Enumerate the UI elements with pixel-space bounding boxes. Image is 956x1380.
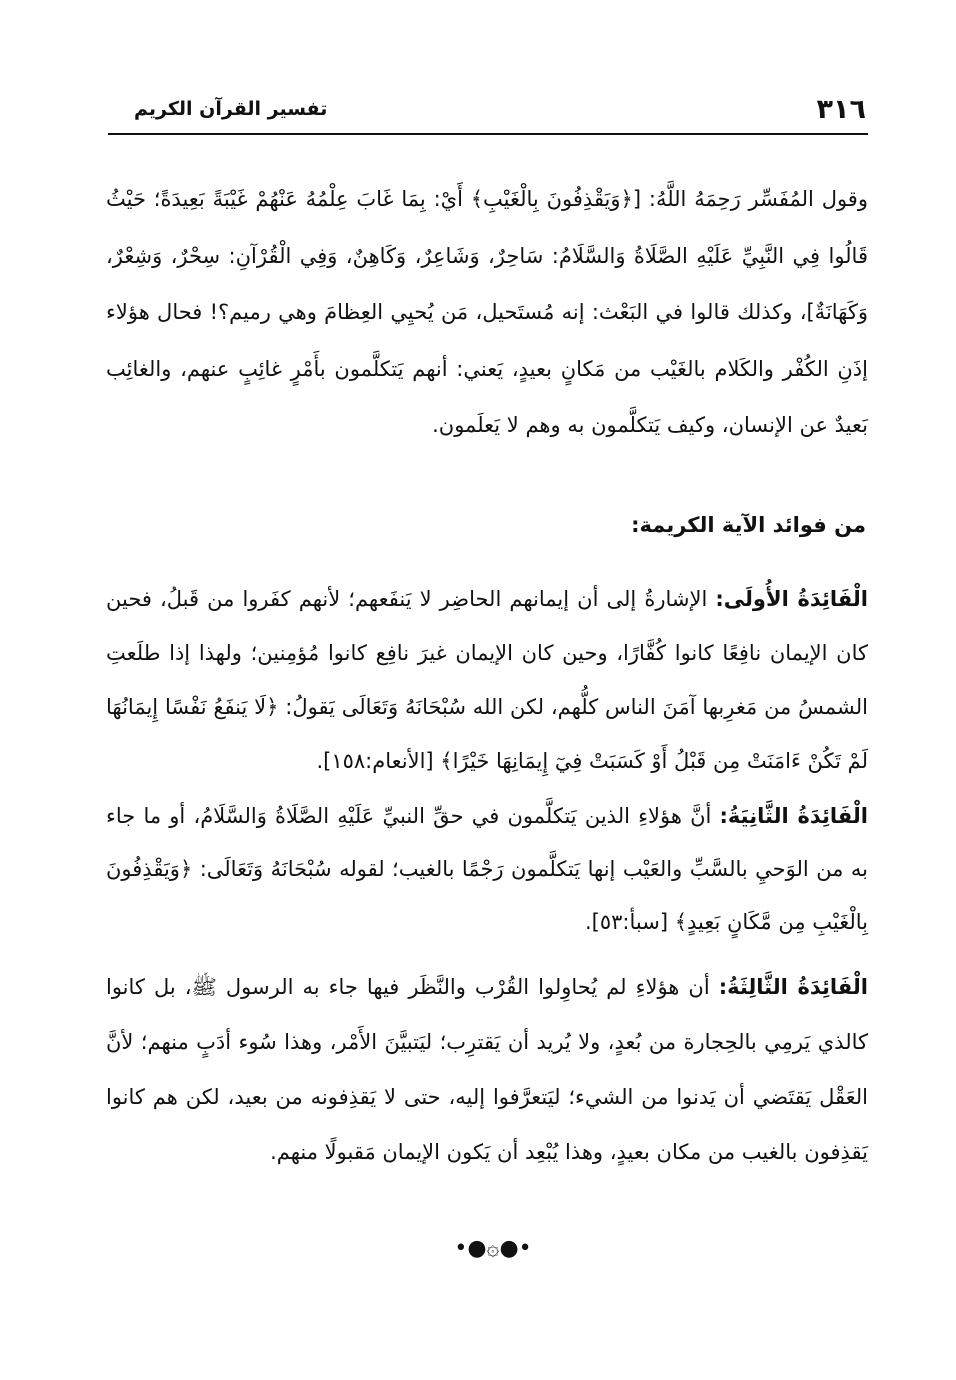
benefit-two-paragraph	[106, 790, 868, 949]
benefit-two-text: أنَّ هؤلاءِ الذين يَتكلَّمون في حقِّ النبيِّ عَلَيْهِ الصَّلَاةُ وَالسَّلَامُ، أو ما جاء به من الوَحيِ بالسَّبِّ والعَيْب إنها يَتكلَّمون رَجْمًا بالغيب؛ لقوله سُبْحَانَهُ وَتَعَالَى: ﴿وَيَقْذِفُونَ بِالْغَيْبِ مِن مَّكَانٍ بَعِيدٍ﴾ [سبأ:٥٣].	[106, 804, 868, 934]
page-header	[108, 88, 868, 132]
benefit-one-paragraph	[106, 572, 868, 788]
section-heading: من فوائد الآية الكريمة:	[631, 513, 866, 537]
end-ornament-icon: •●۞●•	[454, 1236, 532, 1261]
benefit-one-text: الإشارةُ إلى أن إيمانهم الحاضِر لا يَنفَعهم؛ لأنهم كفَروا من قَبلُ، فحين كان الإيمان نافِعًا كانوا كُفَّارًا، وحين كان الإيمان غيرَ نافِع كانوا مُؤمِنين؛ ولهذا إذا طلَعتِ الشمسُ من مَغرِبها آمَنَ الناس كلُّهم، لكن الله سُبْحَانَهُ وَتَعَالَى يَقولُ: ﴿لَا يَنفَعُ نَفْسًا إِيمَانُهَا لَمْ تَكُنْ ءَامَنَتْ مِن قَبْلُ أَوْ كَسَبَتْ فِيٓ إِيمَانِهَا خَيْرًا﴾ [الأنعام:١٥٨].	[106, 587, 868, 773]
benefit-three-text: أن هؤلاءِ لم يُحاوِلوا القُرْب والنَّظَر فيها جاء به الرسول ﷺ، بل كانوا كالذي يَرمِي بالحِجارة من بُعدٍ، ولا يُريد أن يَقترِب؛ ليَتبيَّنَ الأَمْر، وهذا سُوء أدَبٍ منهم؛ لأنَّ العَقْل يَقتَضي أن يَدنوا من الشيء؛ ليَتعرَّفوا إليه، حتى لا يَقذِفونه من بعيد، لكن هم كانوا يَقذِفون بالغيب من مكان بعيدٍ، وهذا يُبْعِد أن يَكون الإيمان مَقبولًا منهم.	[106, 975, 868, 1164]
running-book-title: تفسير القرآن الكريم	[134, 98, 328, 120]
benefit-three-paragraph	[106, 960, 868, 1180]
page-number: ٣١٦	[816, 94, 866, 125]
commentary-paragraph: وقول المُفَسِّر رَحِمَهُ اللَّهُ: [﴿وَيَقْذِفُونَ بِالْغَيْبِ﴾ أَيْ: بِمَا غَابَ عِلْمُهُ عَنْهُمْ غَيْبَةً بَعِيدَةً؛ حَيْثُ قَالُوا فِي النَّبِيِّ عَلَيْهِ الصَّلَاةُ وَالسَّلَامُ: سَاحِرٌ، وَشَاعِرٌ، وَكَاهِنٌ، وَفِي الْقُرْآنِ: سِحْرٌ، وَشِعْرٌ، وَكَهَانَةٌ]، وكذلك قالوا في البَعْث: إنه مُستَحيل، مَن يُحيِي العِظامَ وهي رميم؟! فحال هؤلاء إذَنِ الكُفْر والكَلام بالغَيْب من مَكانٍ بعيدٍ، يَعني: أنهم يَتكلَّمون بأَمْرٍ غائِبٍ عنهم، والغائِب بَعيدٌ عن الإنسان، وكيف يَتكلَّمون به وهم لا يَعلَمون.	[106, 187, 868, 438]
benefit-three-label: الْفَائِدَةُ الثَّالِثَةُ:	[718, 975, 868, 999]
header-divider	[108, 133, 868, 135]
benefit-two-label: الْفَائِدَةُ الثَّانِيَةُ:	[719, 804, 868, 828]
benefit-one-label: الْفَائِدَةُ الأُولَى:	[715, 587, 868, 611]
